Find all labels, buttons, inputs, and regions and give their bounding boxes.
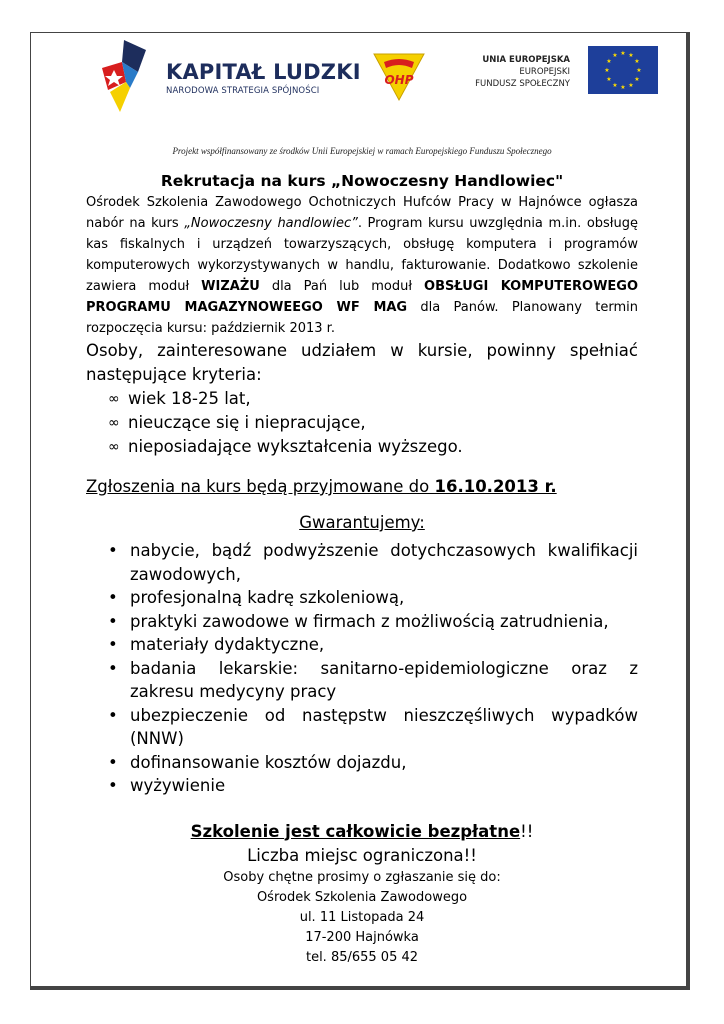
eu-flag-icon [588, 46, 658, 94]
infinity-bullet-icon: ∞ [108, 391, 120, 407]
bullet-icon: • [108, 752, 118, 772]
svg-text:★: ★ [604, 67, 610, 74]
free-training-suffix: !! [520, 821, 534, 841]
criteria-list [86, 387, 638, 459]
list-item [108, 586, 638, 610]
svg-text:★: ★ [628, 82, 634, 89]
svg-text:★: ★ [620, 50, 626, 57]
svg-text:★: ★ [634, 58, 640, 65]
deadline-notice [86, 475, 638, 499]
deadline-text: Zgłoszenia na kurs będą przyjmowane do [86, 477, 435, 496]
guarantee-item-text: praktyki zawodowe w firmach z możliwością zatrudnienia, [130, 611, 609, 631]
criteria-item-text: nieposiadające wykształcenia wyższego. [128, 437, 463, 456]
guarantee-item-text: ubezpieczenie od następstw nieszczęśliwych wypadków (NNW) [130, 705, 638, 748]
list-item [108, 539, 638, 586]
free-training-text: Szkolenie jest całkowicie bezpłatne [190, 821, 521, 841]
bullet-icon: • [108, 705, 118, 725]
cofinancing-caption: Projekt współfinansowany ze środków Unii Europejskiej w ramach Europejskiego Funduszu Społecznego [172, 146, 552, 156]
deadline-date: 16.10.2013 r. [434, 477, 557, 496]
contact-phone: tel. 85/655 05 42 [305, 949, 419, 965]
list-item [108, 411, 638, 435]
intro-text-3: dla Pań lub moduł [259, 279, 425, 294]
svg-text:★: ★ [612, 82, 618, 89]
course-name: „Nowoczesny handlowiec” [184, 216, 358, 231]
guarantee-heading: Gwarantujemy: [299, 513, 425, 532]
eu-fund-label-2: FUNDUSZ SPOŁECZNY [475, 79, 570, 89]
ohp-logo [370, 50, 428, 102]
list-item [108, 751, 638, 775]
eu-text-block [450, 54, 570, 90]
module-makeup: WIZAŻU [201, 279, 260, 294]
svg-text:★: ★ [620, 84, 626, 91]
guarantee-list [86, 539, 638, 798]
contact-organization: Ośrodek Szkolenia Zawodowego [256, 889, 468, 905]
criteria-item-text: wiek 18-25 lat, [128, 389, 251, 408]
guarantee-item-text: badania lekarskie: sanitarno-epidemiologiczne oraz z zakresu medycyny pracy [130, 658, 638, 701]
intro-text-1: Ośrodek Szkolenia Zawodowego Ochotniczych Hufców Pracy w Hajnówce ogłasza nabór na kurs [86, 195, 638, 231]
contact-request: Osoby chętne prosimy o zgłaszanie się do: [223, 869, 501, 885]
contact-street: ul. 11 Listopada 24 [299, 909, 425, 925]
guarantee-item-text: profesjonalną kadrę szkoleniową, [130, 588, 405, 607]
page-title: Rekrutacja na kurs „Nowoczesny Handlowiec" [160, 172, 564, 190]
list-item [108, 704, 638, 751]
svg-text:★: ★ [634, 76, 640, 83]
svg-text:★: ★ [612, 52, 618, 59]
announcement-body [86, 170, 638, 968]
bullet-icon: • [108, 776, 118, 795]
criteria-lead: Osoby, zainteresowane udziałem w kursie, powinny spełniać następujące kryteria: [86, 341, 638, 384]
eu-union-label: UNIA EUROPEJSKA [482, 55, 570, 65]
bullet-icon: • [108, 541, 118, 560]
list-item [108, 435, 638, 459]
intro-text-4: dla Panów. Planowany termin rozpoczęcia kursu: październik 2013 r. [86, 300, 638, 336]
criteria-item-text: nieuczące się i niepracujące, [128, 413, 366, 432]
bullet-icon: • [108, 611, 118, 631]
guarantee-item-text: materiały dydaktyczne, [130, 635, 325, 654]
svg-text:★: ★ [606, 58, 612, 65]
limited-places-notice: Liczba miejsc ograniczona!! [247, 845, 477, 865]
list-item [108, 633, 638, 657]
list-item [108, 610, 638, 634]
infinity-bullet-icon: ∞ [108, 439, 120, 455]
list-item [108, 387, 638, 411]
svg-text:★: ★ [636, 67, 642, 74]
contact-city: 17-200 Hajnówka [305, 929, 419, 945]
guarantee-item-text: nabycie, bądź podwyższenie dotychczasowych kwalifikacji zawodowych, [130, 541, 638, 584]
svg-text:★: ★ [628, 52, 634, 59]
guarantee-item-text: wyżywienie [130, 776, 226, 795]
free-training-notice [86, 820, 638, 844]
eu-fund-label-1: EUROPEJSKI [519, 67, 570, 77]
module-software: OBSŁUGI KOMPUTEROWEGO PROGRAMU MAGAZYNOWEEGO WF MAG [86, 279, 639, 315]
intro-paragraph [86, 192, 638, 339]
list-item [108, 774, 638, 798]
header-logos [30, 32, 690, 132]
guarantee-item-text: dofinansowanie kosztów dojazdu, [130, 752, 407, 772]
kapital-ludzki-logo [100, 38, 148, 114]
intro-text-2: . Program kursu uwzględnia m.in. obsługę kas fiskalnych i urządzeń towarzyszących, obsługę komputera i programów komputerowych wykorzystywanych w handlu, fakturowanie. Dodatkowo szkolenie zawiera moduł [86, 216, 638, 294]
bullet-icon: • [108, 588, 118, 607]
bullet-icon: • [108, 635, 118, 654]
svg-text:★: ★ [606, 76, 612, 83]
ohp-logo-text: OHP [384, 73, 414, 87]
bullet-icon: • [108, 658, 118, 678]
list-item [108, 657, 638, 704]
kapital-ludzki-title: KAPITAŁ LUDZKI [166, 60, 361, 84]
kapital-ludzki-subtitle: NARODOWA STRATEGIA SPÓJNOŚCI [166, 86, 320, 96]
infinity-bullet-icon: ∞ [108, 415, 120, 431]
